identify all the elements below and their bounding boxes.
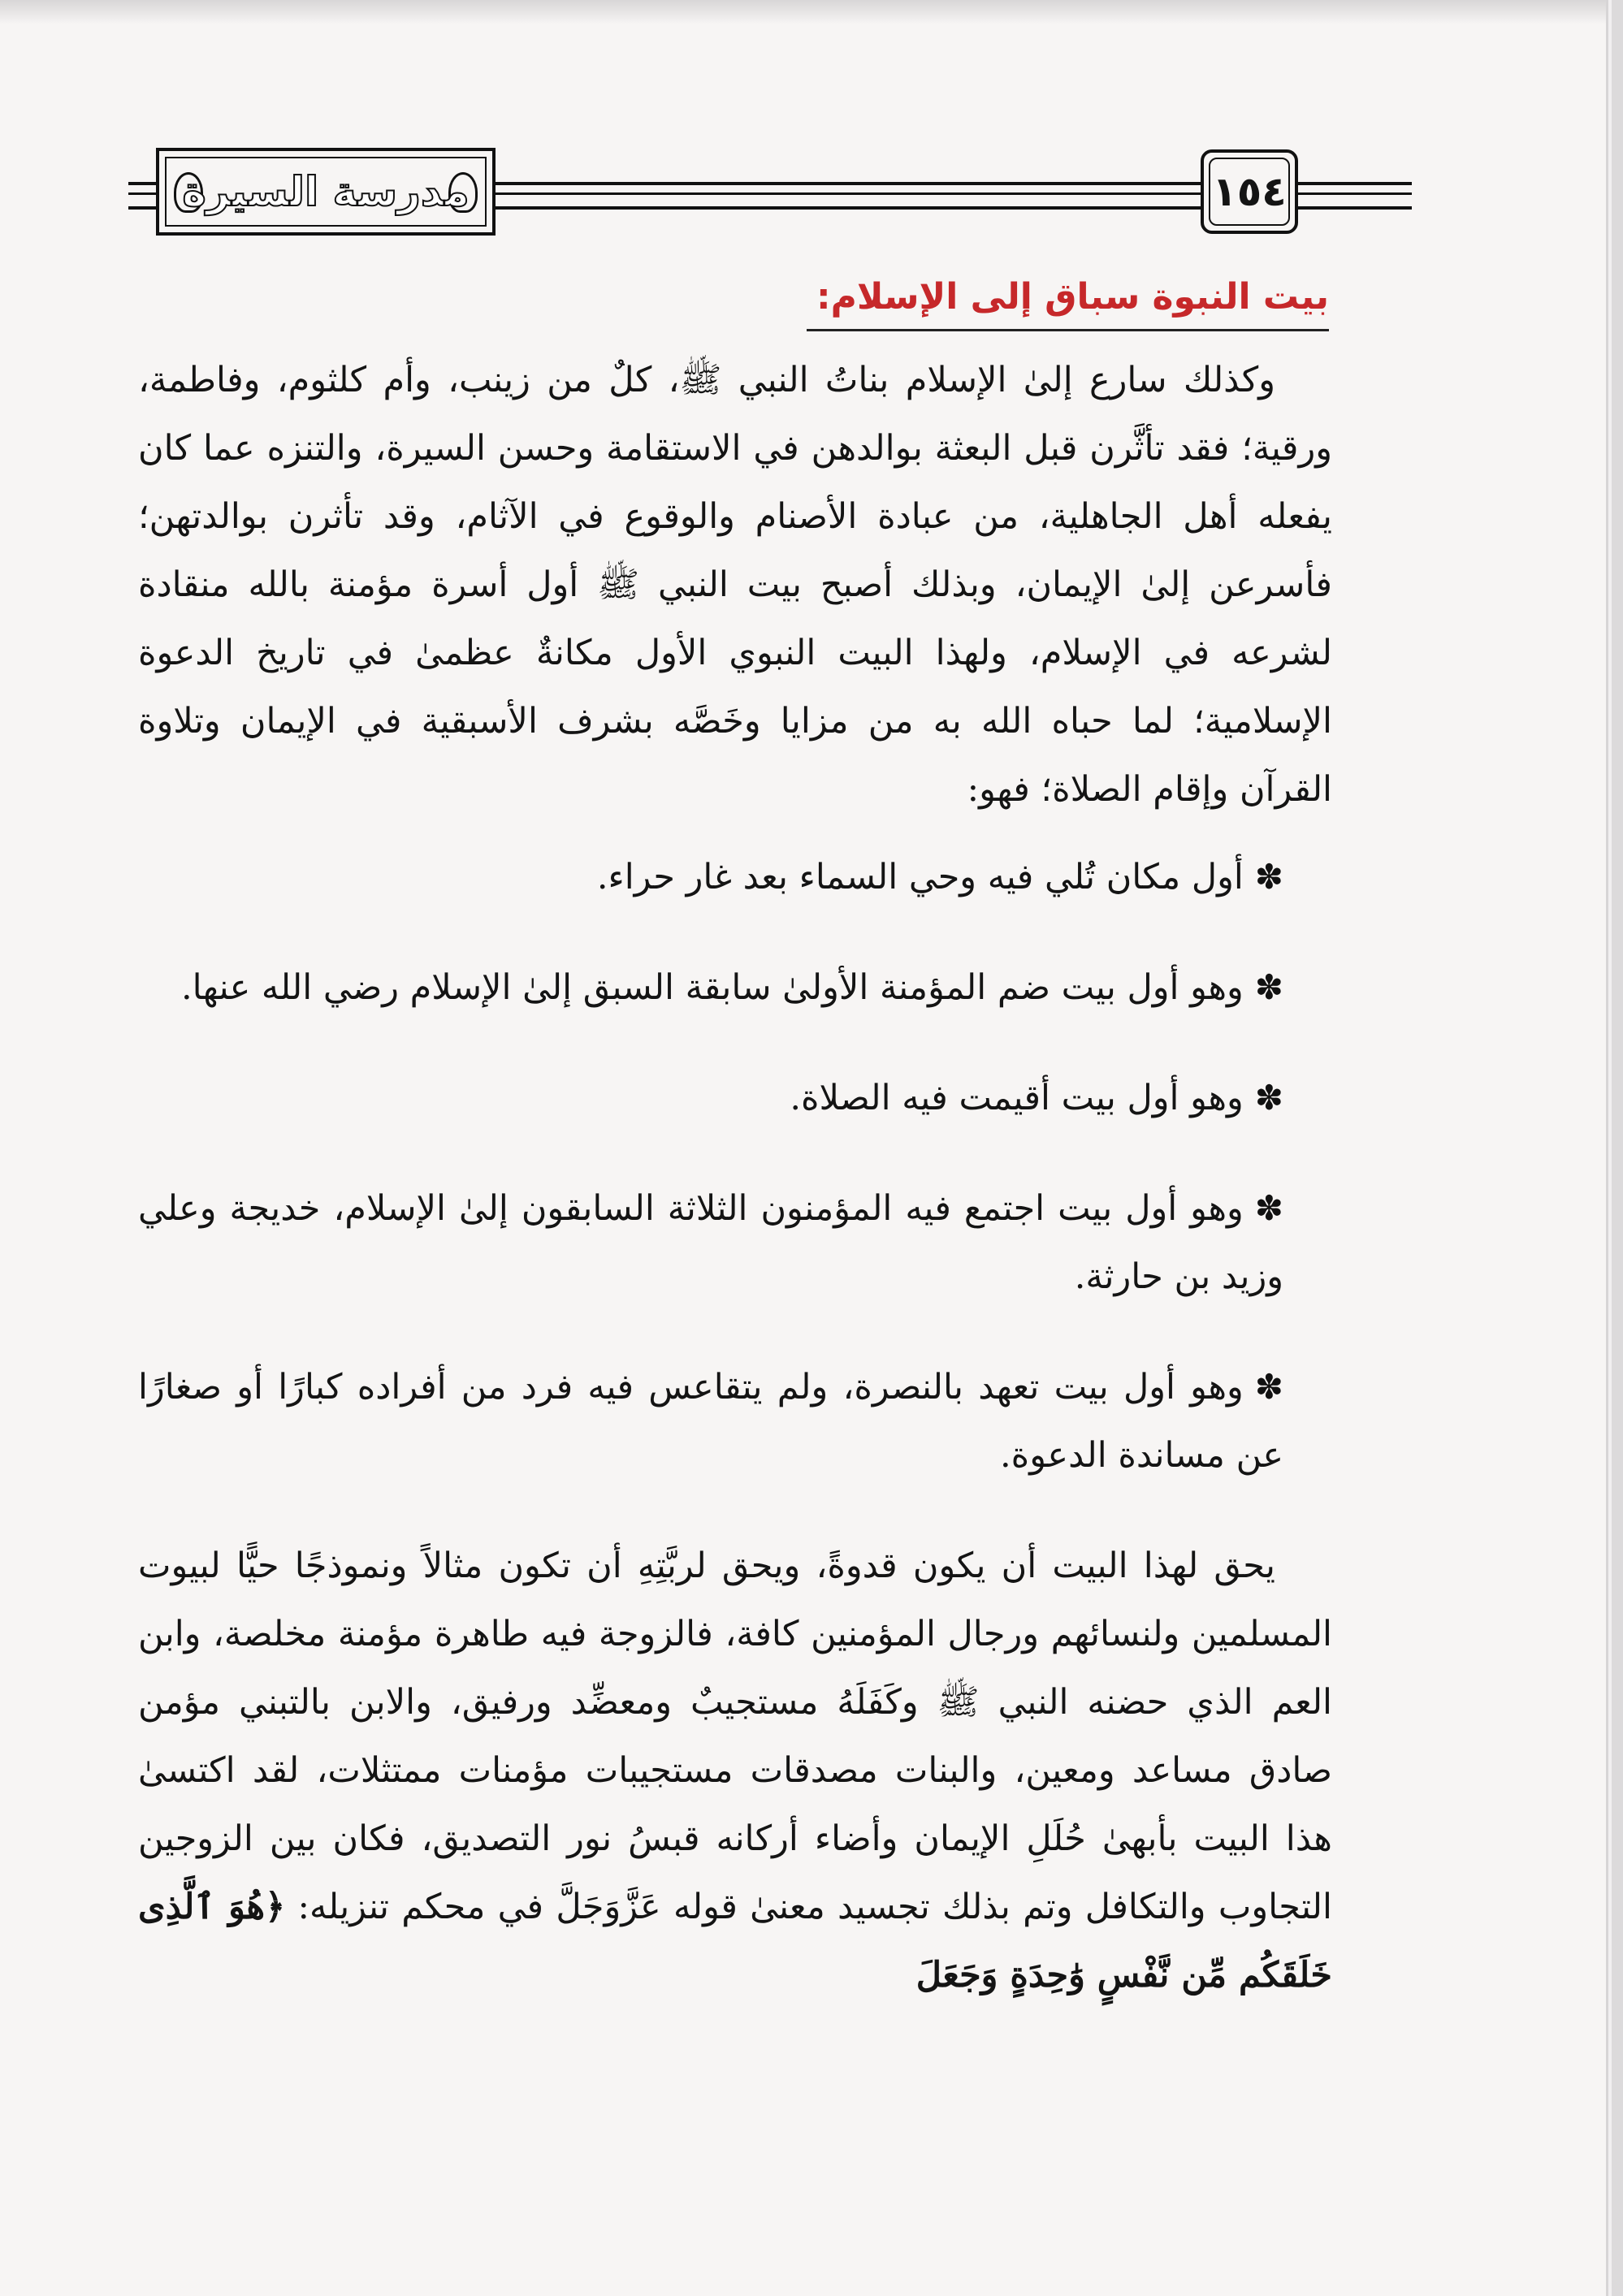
closing-paragraph [138, 1532, 1332, 2009]
running-title: مدرسة السيرة [182, 168, 470, 215]
bullet-text: أول مكان تُلي فيه وحي السماء بعد غار حراء. [596, 857, 1244, 897]
bullet-item [138, 953, 1332, 1022]
header-rule [1298, 182, 1412, 210]
flower-bullet-icon: ✽ [1254, 1367, 1283, 1407]
bullet-item [138, 843, 1332, 911]
flower-bullet-icon: ✽ [1254, 1188, 1283, 1228]
bullet-text: وهو أول بيت أقيمت فيه الصلاة. [790, 1078, 1244, 1118]
bullet-text: وهو أول بيت ضم المؤمنة الأولىٰ سابقة السبق إلىٰ الإسلام رضي الله عنها. [181, 967, 1244, 1008]
intro-paragraph: وكذلك سارع إلىٰ الإسلام بناتُ النبي ﷺ، كلٌ من زينب، وأم كلثوم، وفاطمة، ورقية؛ فقد تأثَّرن قبل البعثة بوالدهن في الاستقامة وحسن السيرة، والتنزه عما كان يفعله أهل الجاهلية، من عبادة الأصنام والوقوع في الآثام، وقد تأثرن بوالدتهن؛ فأسرعن إلىٰ الإيمان، وبذلك أصبح بيت النبي ﷺ أول أسرة مؤمنة بالله منقادة لشرعه في الإسلام، ولهذا البيت النبوي الأول مكانةٌ عظمىٰ في تاريخ الدعوة الإسلامية؛ لما حباه الله به من مزايا وخَصَّه بشرف الأسبقية في الإيمان وتلاوة القرآن وإقام الصلاة؛ فهو: [138, 360, 1332, 810]
bullet-text: وهو أول بيت اجتمع فيه المؤمنون الثلاثة السابقون إلىٰ الإسلام، خديجة وعلي وزيد بن حارثة. [138, 1188, 1283, 1297]
section-heading: بيت النبوة سباق إلى الإسلام: [807, 276, 1329, 331]
page-body [138, 276, 1332, 2009]
bullet-text: وهو أول بيت تعهد بالنصرة، ولم يتقاعس فيه فرد من أفراده كبارًا أو صغارًا عن مساندة الدعوة. [138, 1367, 1283, 1476]
flower-bullet-icon: ✽ [1254, 1078, 1283, 1118]
page-number: ١٥٤ [1212, 168, 1287, 215]
bullet-item [138, 1174, 1332, 1311]
header-rule [128, 182, 156, 210]
page-top-shadow [0, 0, 1623, 24]
flower-bullet-icon: ✽ [1254, 967, 1283, 1007]
bullet-item [138, 1353, 1332, 1490]
page-header [138, 140, 1405, 245]
quran-verse: ﴿هُوَ ٱلَّذِى خَلَقَكُم مِّن نَّفْسٍ وَٰحِدَةٍ وَجَعَلَ [138, 1887, 1332, 1995]
flower-bullet-icon: ✽ [1254, 857, 1283, 897]
page-number-frame [1201, 149, 1298, 234]
header-rule [496, 182, 1201, 210]
running-title-frame [156, 148, 496, 236]
bullet-item [138, 1064, 1332, 1132]
closing-text: يحق لهذا البيت أن يكون قدوةً، ويحق لربَّتِهِ أن تكون مثالاً ونموذجًا حيًّا لبيوت المسلمين ولنسائهم ورجال المؤمنين كافة، فالزوجة فيه طاهرة مؤمنة مخلصة، وابن العم الذي حضنه النبي ﷺ وكَفَلَهُ مستجيبٌ ومعضِّد ورفيق، والابن بالتبني مؤمن صادق مساعد ومعين، والبنات مصدقات مستجيبات مؤمنات ممتثلات، لقد اكتسىٰ هذا البيت بأبهىٰ حُلَلِ الإيمان وأضاء أركانه قبسُ نور التصديق، فكان بين الزوجين التجاوب والتكافل وتم بذلك تجسيد معنىٰ قوله عَزَّوَجَلَّ في محكم تنزيله: [138, 1546, 1332, 1927]
page-edge [1612, 0, 1623, 2296]
